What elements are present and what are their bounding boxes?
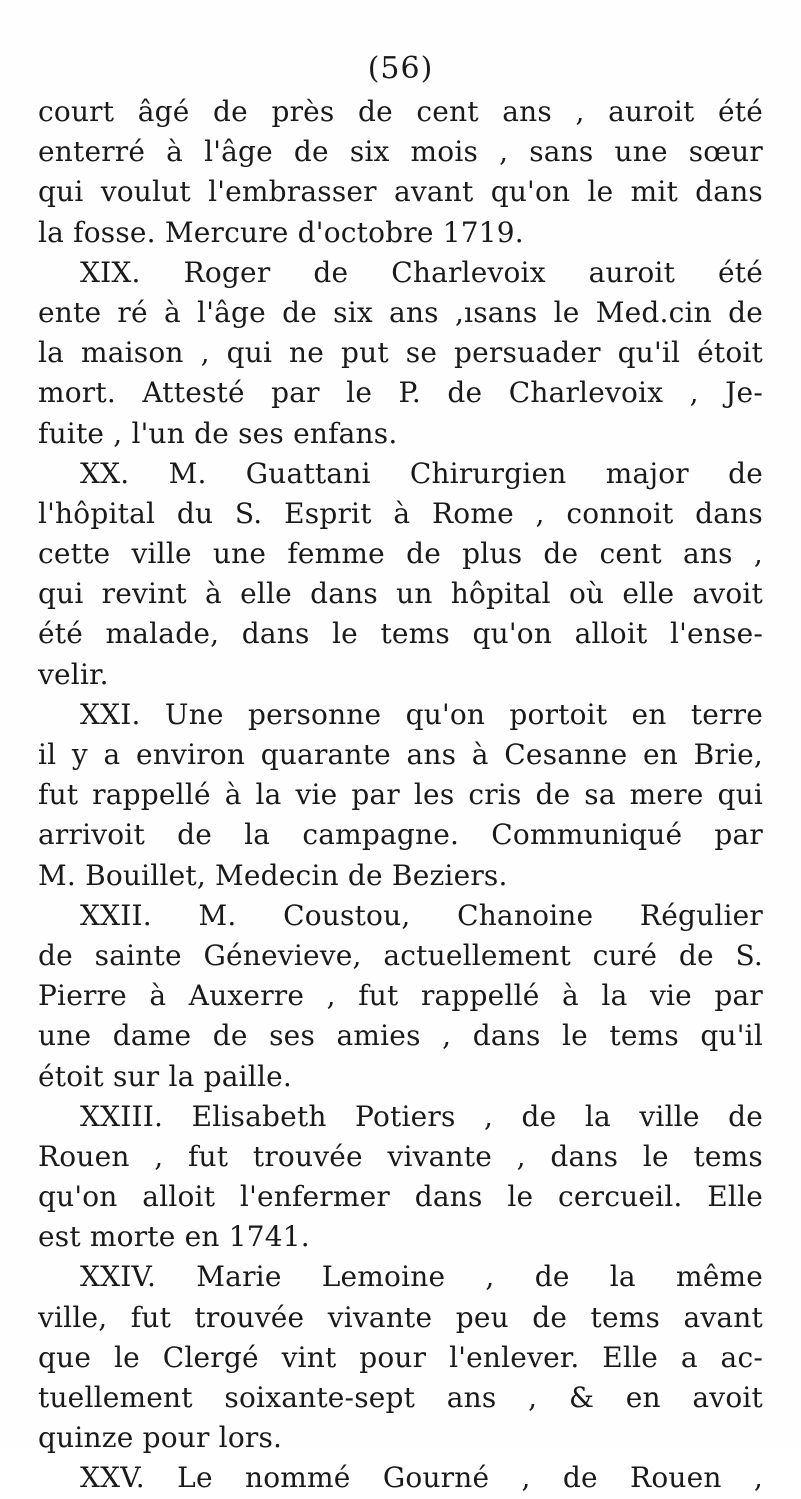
- text-line: la maison , qui ne put se persuader qu'il étoit: [38, 336, 763, 370]
- text-line: M. Bouillet, Medecin de Beziers.: [38, 858, 508, 892]
- text-line: étoit sur la paille.: [38, 1059, 292, 1093]
- body-text: [38, 92, 763, 1499]
- text-line: court âgé de près de cent ans , auroit été: [38, 95, 763, 128]
- text-line: été malade, dans le tems qu'on alloit l'ense-: [38, 617, 763, 651]
- text-line: fut rappellé à la vie par les cris de sa mere qui: [38, 778, 763, 812]
- text-line: une dame de ses amies , dans le tems qu'il: [38, 1019, 763, 1053]
- text-line: XXIV. Marie Lemoine , de la même: [80, 1260, 763, 1294]
- text-line: enterré à l'âge de six mois , sans une sœur: [38, 135, 763, 169]
- text-line: qu'on alloit l'enfermer dans le cercueil. Elle: [38, 1180, 763, 1214]
- text-line: fuite , l'un de ses enfans.: [38, 416, 398, 450]
- text-line: de sainte Génevieve, actuellement curé de S.: [38, 938, 763, 972]
- text-line: qui revint à elle dans un hôpital où elle avoit: [38, 577, 763, 611]
- text-line: mort. Attesté par le P. de Charlevoix , Je-: [38, 376, 763, 410]
- text-line: l'hôpital du S. Esprit à Rome , connoit dans: [38, 496, 763, 530]
- text-line: XXII. M. Coustou, Chanoine Régulier: [80, 898, 763, 932]
- page-number: (56): [367, 51, 434, 86]
- text-line: quinze pour lors.: [38, 1421, 283, 1455]
- text-line: velir.: [38, 657, 109, 691]
- text-line: XXI. Une personne qu'on portoit en terre: [80, 697, 763, 731]
- text-line: est morte en 1741.: [38, 1220, 310, 1254]
- text-line: arrivoit de la campagne. Communiqué par: [38, 818, 763, 852]
- text-line: XX. M. Guattani Chirurgien major de: [80, 456, 763, 490]
- text-line: XXIII. Elisabeth Potiers , de la ville de: [80, 1099, 763, 1133]
- text-line: cette ville une femme de plus de cent ans ,: [38, 537, 763, 571]
- text-line: ente ré à l'âge de six ans ,ısans le Med.cin de: [38, 295, 763, 329]
- text-line: la fosse. Mercure d'octobre 1719.: [38, 215, 524, 249]
- text-line: qui voulut l'embrasser avant qu'on le mit dans: [38, 175, 763, 209]
- text-line: XXV. Le nommé Gourné , de Rouen ,: [80, 1461, 763, 1495]
- text-line: que le Clergé vint pour l'enlever. Elle a ac-: [38, 1340, 763, 1374]
- text-line: XIX. Roger de Charlevoix auroit été: [80, 255, 763, 289]
- text-line: Pierre à Auxerre , fut rappellé à la vie par: [38, 979, 763, 1013]
- text-line: tuellement soixante-sept ans , & en avoit: [38, 1381, 763, 1414]
- text-line: il y a environ quarante ans à Cesanne en Brie,: [38, 738, 763, 771]
- text-line: Rouen , fut trouvée vivante , dans le tems: [38, 1139, 763, 1173]
- text-line: ville, fut trouvée vivante peu de tems avant: [38, 1300, 763, 1334]
